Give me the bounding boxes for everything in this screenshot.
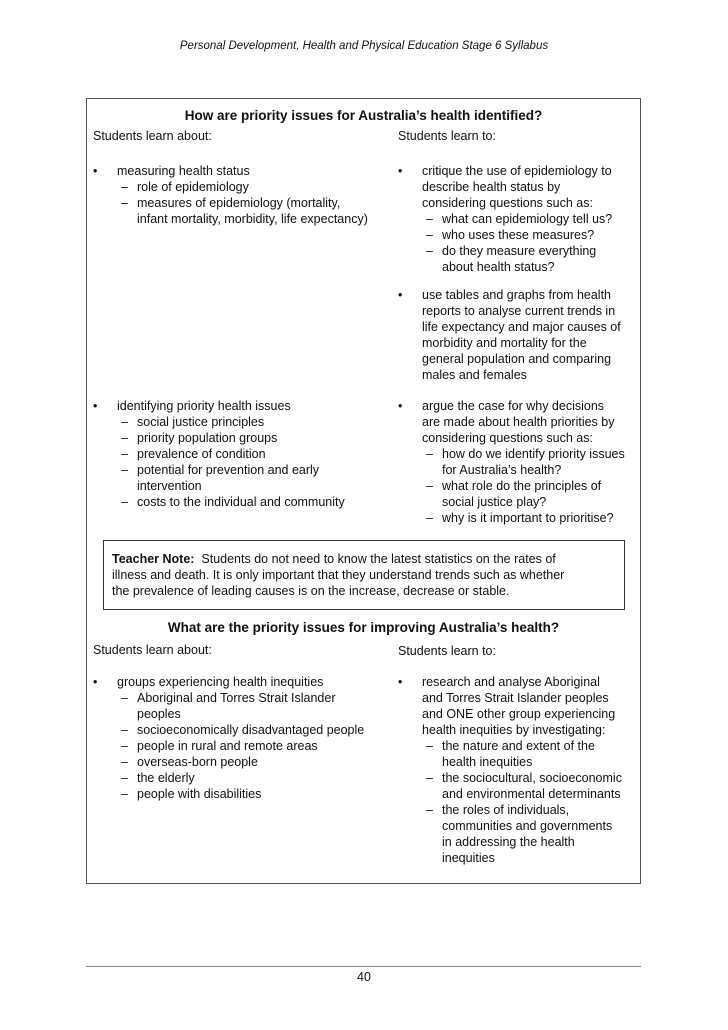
dash-marker: – — [426, 212, 433, 226]
sub-point-text-line: Aboriginal and Torres Strait Islander — [137, 691, 336, 705]
dash-marker: – — [121, 180, 128, 194]
sub-point — [117, 722, 393, 738]
bullet-marker: • — [93, 675, 98, 689]
sub-point-text-line: people in rural and remote areas — [137, 739, 318, 753]
bullet-text-line: identifying priority health issues — [117, 399, 291, 413]
dash-marker: – — [426, 511, 433, 525]
bullet-text-line: research and analyse Aboriginal — [422, 675, 600, 689]
section-1-learn-to-heading: Students learn to: — [398, 129, 496, 143]
sub-point — [117, 690, 393, 722]
bullet-text-line: males and females — [422, 368, 527, 382]
sub-point-text-line: the sociocultural, socioeconomic — [442, 771, 622, 785]
sub-point-text-line: how do we identify priority issues — [442, 447, 625, 461]
dash-marker: – — [426, 739, 433, 753]
bullet-text-line: and ONE other group experiencing — [422, 707, 616, 721]
footer-divider — [86, 966, 641, 967]
learn-about-item — [93, 674, 393, 802]
section-2-learn-about-heading: Students learn about: — [93, 643, 212, 657]
sub-point — [117, 786, 393, 802]
learn-about-item — [93, 398, 388, 510]
sub-point-text-line: do they measure everything — [442, 244, 597, 258]
sub-point — [422, 510, 642, 526]
sub-point — [422, 227, 642, 243]
bullet-text-line: life expectancy and major causes of — [422, 320, 621, 334]
sub-point-text-line: intervention — [137, 479, 202, 493]
dash-marker: – — [426, 228, 433, 242]
teacher-note-label: Teacher Note: — [112, 552, 195, 566]
sub-point-text-line: people with disabilities — [137, 787, 262, 801]
sub-point-text-line: for Australia’s health? — [442, 463, 562, 477]
bullet-text-line: general population and comparing — [422, 352, 612, 366]
sub-point — [422, 802, 642, 866]
sub-point — [117, 754, 393, 770]
bullet-point — [398, 674, 642, 866]
running-header: Personal Development, Health and Physical Education Stage 6 Syllabus — [179, 40, 549, 52]
sub-point-text-line: what role do the principles of — [442, 479, 602, 493]
dash-marker: – — [426, 244, 433, 258]
sub-point-text-line: priority population groups — [137, 431, 278, 445]
section-2-title: What are the priority issues for improving Australia’s health? — [167, 620, 560, 635]
page-number: 40 — [357, 970, 371, 984]
learn-about-item — [93, 163, 388, 227]
sub-point — [117, 446, 388, 462]
bullet-text-line: morbidity and mortality for the — [422, 336, 587, 350]
syllabus-content-box — [86, 98, 641, 884]
teacher-note-line: the prevalence of leading causes is on the increase, decrease or stable. — [112, 584, 510, 598]
bullet-text-line: considering questions such as: — [422, 196, 593, 210]
sub-point-text-line: and environmental determinants — [442, 787, 621, 801]
bullet-text-line: describe health status by — [422, 180, 561, 194]
sub-point-text-line: infant mortality, morbidity, life expectancy) — [137, 212, 368, 226]
sub-point — [117, 770, 393, 786]
learn-to-item — [398, 674, 642, 866]
sub-point-text-line: costs to the individual and community — [137, 495, 345, 509]
dash-marker: – — [426, 771, 433, 785]
dash-marker: – — [426, 803, 433, 817]
sub-point — [422, 738, 642, 770]
bullet-text-line: argue the case for why decisions — [422, 399, 605, 413]
bullet-marker: • — [93, 399, 98, 413]
dash-marker: – — [121, 787, 128, 801]
bullet-marker: • — [93, 164, 98, 178]
sub-point — [422, 478, 642, 510]
sub-point-text-line: the nature and extent of the — [442, 739, 595, 753]
sub-point — [422, 770, 642, 802]
sub-point — [117, 494, 388, 510]
sub-point-text-line: social justice play? — [442, 495, 547, 509]
bullet-text-line: reports to analyse current trends in — [422, 304, 616, 318]
sub-point-text-line: role of epidemiology — [137, 180, 249, 194]
sub-point — [422, 446, 642, 478]
dash-marker: – — [121, 723, 128, 737]
sub-point-text-line: measures of epidemiology (mortality, — [137, 196, 341, 210]
bullet-point — [93, 398, 388, 510]
dash-marker: – — [121, 755, 128, 769]
bullet-point — [398, 163, 642, 275]
dash-marker: – — [121, 431, 128, 445]
sub-point-text-line: potential for prevention and early — [137, 463, 320, 477]
bullet-text-line: considering questions such as: — [422, 431, 593, 445]
sub-point-text-line: why is it important to prioritise? — [442, 511, 614, 525]
bullet-point — [93, 163, 388, 227]
bullet-marker: • — [398, 675, 403, 689]
sub-point — [422, 243, 642, 275]
bullet-text-line: use tables and graphs from health — [422, 288, 612, 302]
sub-point-text-line: the roles of individuals, — [442, 803, 570, 817]
sub-point-text-line: the elderly — [137, 771, 195, 785]
dash-marker: – — [121, 447, 128, 461]
bullet-marker: • — [398, 288, 403, 302]
teacher-note-line: Students do not need to know the latest statistics on the rates of — [201, 552, 556, 566]
section-2-learn-to-heading: Students learn to: — [398, 644, 496, 658]
sub-point-text-line: prevalence of condition — [137, 447, 266, 461]
dash-marker: – — [121, 739, 128, 753]
sub-point-text-line: communities and governments — [442, 819, 613, 833]
sub-point-text-line: overseas-born people — [137, 755, 258, 769]
sub-point — [117, 462, 388, 494]
bullet-point — [398, 287, 642, 383]
sub-point-text-line: health inequities — [442, 755, 533, 769]
learn-to-item — [398, 163, 642, 275]
bullet-text-line: and Torres Strait Islander peoples — [422, 691, 609, 705]
dash-marker: – — [121, 463, 128, 477]
teacher-note-line: illness and death. It is only important that they understand trends such as whether — [112, 568, 565, 582]
bullet-text-line: measuring health status — [117, 164, 250, 178]
dash-marker: – — [426, 479, 433, 493]
bullet-text-line: are made about health priorities by — [422, 415, 615, 429]
sub-point-text-line: socioeconomically disadvantaged people — [137, 723, 365, 737]
section-1-learn-about-heading: Students learn about: — [93, 129, 212, 143]
bullet-marker: • — [398, 399, 403, 413]
sub-point-text-line: who uses these measures? — [442, 228, 595, 242]
dash-marker: – — [121, 691, 128, 705]
dash-marker: – — [121, 415, 128, 429]
learn-to-item — [398, 398, 642, 526]
sub-point — [117, 430, 388, 446]
bullet-text-line: critique the use of epidemiology to — [422, 164, 612, 178]
sub-point — [117, 738, 393, 754]
section-1-title: How are priority issues for Australia’s health identified? — [184, 108, 543, 123]
dash-marker: – — [121, 495, 128, 509]
sub-point — [117, 414, 388, 430]
teacher-note — [103, 540, 625, 610]
sub-point — [117, 195, 388, 227]
bullet-marker: • — [398, 164, 403, 178]
dash-marker: – — [121, 771, 128, 785]
sub-point — [117, 179, 388, 195]
sub-point-text-line: about health status? — [442, 260, 555, 274]
sub-point-text-line: in addressing the health — [442, 835, 575, 849]
learn-to-item — [398, 287, 642, 383]
dash-marker: – — [121, 196, 128, 210]
sub-point-text-line: inequities — [442, 851, 495, 865]
sub-point-text-line: peoples — [137, 707, 181, 721]
sub-point-text-line: social justice principles — [137, 415, 265, 429]
bullet-text-line: health inequities by investigating: — [422, 723, 606, 737]
sub-point — [422, 211, 642, 227]
dash-marker: – — [426, 447, 433, 461]
bullet-point — [93, 674, 393, 802]
sub-point-text-line: what can epidemiology tell us? — [442, 212, 613, 226]
bullet-point — [398, 398, 642, 526]
bullet-text-line: groups experiencing health inequities — [117, 675, 324, 689]
